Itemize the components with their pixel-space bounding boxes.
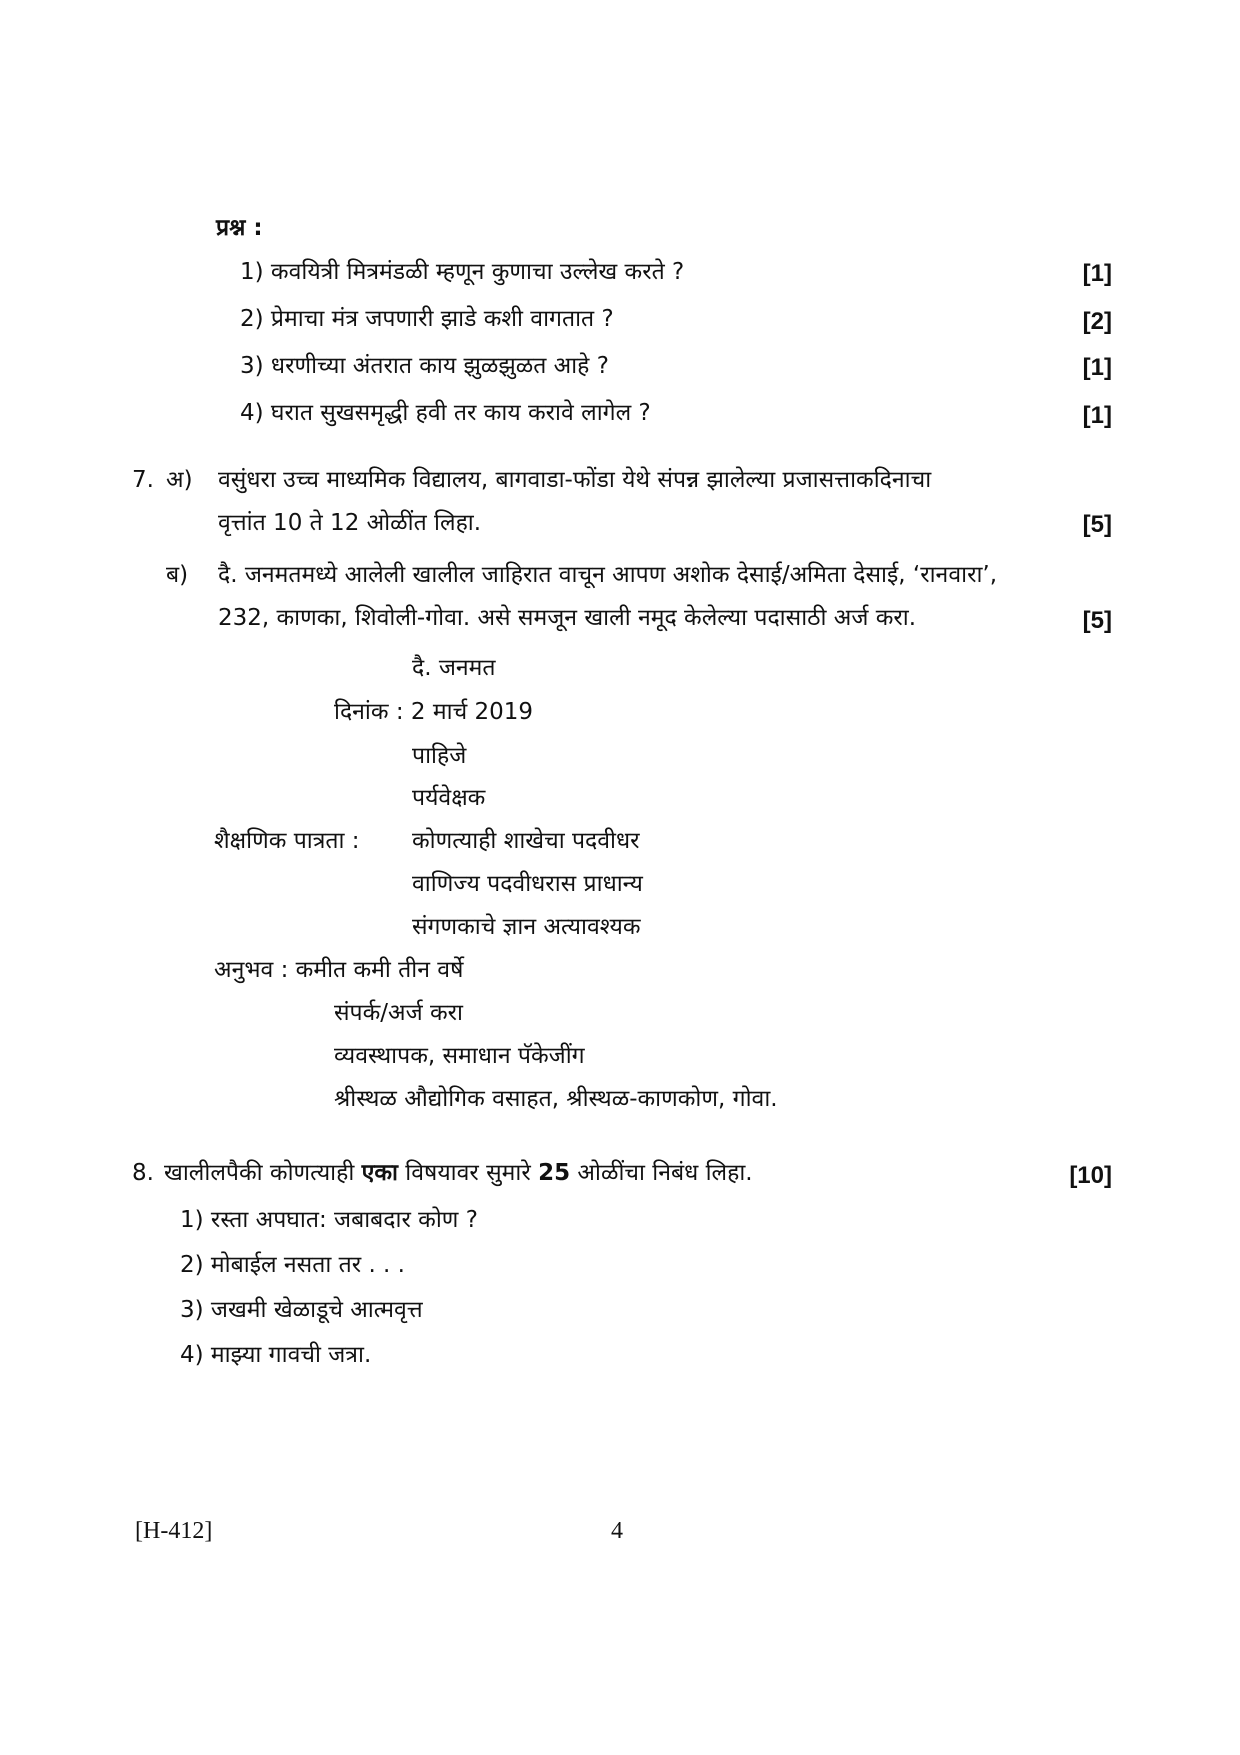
q6-item-2 [240,304,614,334]
q8-text-post: ओळींचा निबंध लिहा. [570,1160,753,1186]
q6-item-3-marks: [1] [1082,354,1112,381]
q8-topic-2 [180,1250,405,1280]
page-number: 4 [611,1518,623,1544]
q8-topic-4 [180,1340,371,1370]
q8-topic-1-text: रस्ता अपघात: जबाबदार कोण ? [210,1207,478,1233]
ad-wanted: पाहिजे [412,743,467,769]
q6-item-3-text: धरणीच्या अंतरात काय झुळझुळत आहे ? [270,353,609,379]
q6-item-4-marks: [1] [1082,402,1112,429]
ad-address: श्रीस्थळ औद्योगिक वसाहत, श्रीस्थळ-काणकोण, गोवा. [334,1086,778,1112]
ad-qualification-2: वाणिज्य पदवीधरास प्राधान्य [412,871,643,897]
q8-topic-4-text: माझ्या गावची जत्रा. [210,1342,372,1368]
q6-item-2-marks: [2] [1082,308,1112,335]
q6-item-3 [240,351,609,381]
q6-item-4 [240,398,651,428]
q8-text-bold-one: एका [361,1160,398,1186]
q6-item-1-text: कवयित्री मित्रमंडळी म्हणून कुणाचा उल्लेख करते ? [270,259,685,285]
q7-number: 7. [132,467,154,493]
q8-topic-4-num: 4) [180,1342,204,1368]
ad-qualification-label: शैक्षणिक पात्रता : [214,828,360,854]
q6-item-4-num: 4) [240,400,264,426]
q7-b-line1: दै. जनमतमध्ये आलेली खालील जाहिरात वाचून आपण अशोक देसाई/अमिता देसाई, ‘रानवारा’, [218,562,998,588]
ad-paper-name: दै. जनमत [412,655,496,681]
q8-number: 8. [132,1160,154,1186]
q8-text-pre: खालीलपैकी कोणत्याही [164,1160,362,1186]
q8-topic-1-num: 1) [180,1207,204,1233]
q8-text [164,1158,753,1188]
ad-date: दिनांक : 2 मार्च 2019 [334,699,534,725]
ad-experience: अनुभव : कमीत कमी तीन वर्षे [214,957,464,983]
q8-topic-2-num: 2) [180,1252,204,1278]
q8-topic-2-text: मोबाईल नसता तर . . . [210,1252,405,1278]
q6-item-1 [240,257,684,287]
q7-a-line2: वृत्तांत 10 ते 12 ओळींत लिहा. [218,510,482,536]
paper-code: [H-412] [135,1518,213,1544]
questions-heading: प्रश्न : [216,215,263,241]
ad-qualification-3: संगणकाचे ज्ञान अत्यावश्यक [412,914,641,940]
q7-a-line1: वसुंधरा उच्च माध्यमिक विद्यालय, बागवाडा-फोंडा येथे संपन्न झालेल्या प्रजासत्ताकदिनाचा [218,467,932,493]
ad-contact: संपर्क/अर्ज करा [334,1000,464,1026]
q7-a-marks: [5] [1082,511,1112,538]
q6-item-1-num: 1) [240,259,264,285]
q8-marks: [10] [1069,1162,1112,1189]
q7-a-label: अ) [166,467,193,493]
q7-b-marks: [5] [1082,607,1112,634]
q8-topic-3 [180,1295,423,1325]
q6-item-1-marks: [1] [1082,260,1112,287]
q7-b-label: ब) [166,562,189,588]
q8-topic-3-num: 3) [180,1297,204,1323]
q8-text-mid: विषयावर सुमारे [397,1160,539,1186]
q6-item-2-num: 2) [240,306,264,332]
q8-topic-1 [180,1205,478,1235]
q7-b-line2: 232, काणका, शिवोली-गोवा. असे समजून खाली नमूद केलेल्या पदासाठी अर्ज करा. [218,605,917,631]
q6-item-3-num: 3) [240,353,264,379]
ad-post: पर्यवेक्षक [412,785,486,811]
ad-manager: व्यवस्थापक, समाधान पॅकेजींग [334,1043,585,1069]
q8-text-bold-count: 25 [538,1160,571,1186]
ad-qualification-1: कोणत्याही शाखेचा पदवीधर [412,828,640,854]
q6-item-2-text: प्रेमाचा मंत्र जपणारी झाडे कशी वागतात ? [270,306,614,332]
q8-topic-3-text: जखमी खेळाडूचे आत्मवृत्त [210,1297,423,1323]
q6-item-4-text: घरात सुखसमृद्धी हवी तर काय करावे लागेल ? [270,400,651,426]
